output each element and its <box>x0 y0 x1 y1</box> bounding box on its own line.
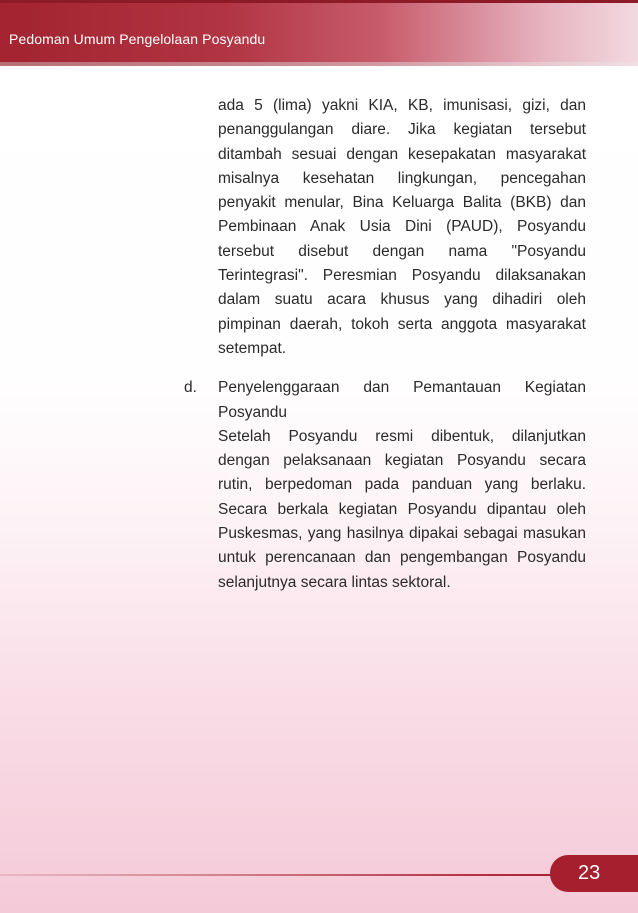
list-item-d <box>184 376 586 595</box>
list-item-label: d. <box>184 379 197 397</box>
footer-divider <box>0 874 560 876</box>
list-item-body: Setelah Posyandu resmi dibentuk, dilanjutkan dengan pelaksanaan kegiatan Posyandu secara rutin, berpedoman pada panduan yang berlaku. Secara berkala kegiatan Posyandu dipantau oleh Puskesmas, yang hasilnya dipakai sebagai masukan untuk perencanaan dan pengembangan Posyandu selanjutnya secara lintas sektoral. <box>218 427 586 591</box>
page-number: 23 <box>578 862 601 884</box>
running-header-title: Pedoman Umum Pengelolaan Posyandu <box>9 31 266 47</box>
header-band <box>0 0 638 66</box>
list-item-title: Penyelenggaraan dan Pemantauan Kegiatan Posyandu <box>218 379 586 421</box>
header-top-edge <box>0 0 638 3</box>
continuation-paragraph: ada 5 (lima) yakni KIA, KB, imunisasi, gizi, dan penanggulangan diare. Jika kegiatan tersebut ditambah sesuai dengan kesepakatan masyarakat misalnya kesehatan lingkungan, pencegahan penyakit menular, Bina Keluarga Balita (BKB) dan Pembinaan Anak Usia Dini (PAUD), Posyandu tersebut disebut dengan nama "Posyandu Terintegrasi". Peresmian Posyandu dilaksanakan dalam suatu acara khusus yang dihadiri oleh pimpinan daerah, tokoh serta anggota masyarakat setempat. <box>218 97 586 357</box>
body-content <box>184 94 586 595</box>
